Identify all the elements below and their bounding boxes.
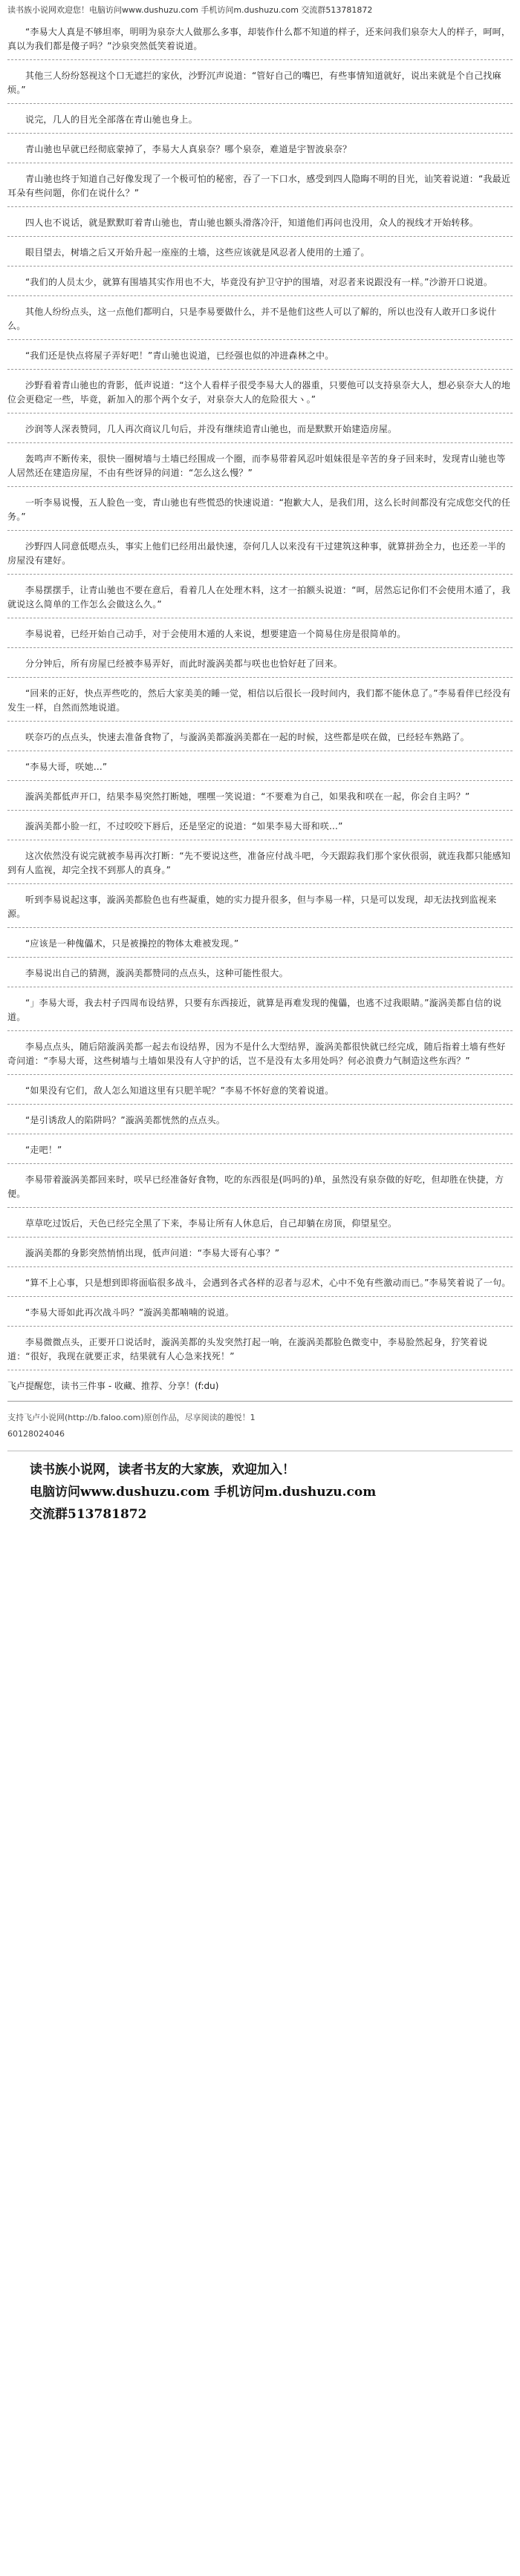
site-header: 读书族小说网欢迎您！电脑访问www.dushuzu.com 手机访问m.dushuzu.com 交流群513781872: [7, 5, 373, 15]
paragraph: 沙润等人深表赞同，几人再次商议几句后，并没有继续追青山驰也，而是默默开始建造房屋。: [25, 424, 397, 434]
paragraph: 李易带着漩涡美都回来时，咲早已经准备好食物，吃的东西很是(吗吗的)单，虽然没有泉奈做的好吃，但却胜在快捷，方便。: [7, 1174, 504, 1199]
paragraph: 其他人纷纷点头，这一点他们都明白，只是李易要做什么，并不是他们这些人可以了解的，所以也没有人敢开口多说什么。: [7, 307, 497, 331]
paragraph-block: [7, 104, 513, 134]
paragraph: 沙野四人同意低嗯点头，事实上他们已经用出最快速，奈何几人以来没有干过建筑这种事，就算拼劲全力，也还差一半的房屋没有建好。: [7, 541, 506, 566]
paragraph: “算不上心事，只是想到即将面临很多战斗，会遇到各式各样的忍者与忍术，心中不免有些激动而已。”李易笑着说了一句。: [25, 1278, 511, 1288]
paragraph-block: [7, 1105, 513, 1134]
paragraph: “」李易大哥，我去村子四周布设结界，只要有东西接近，就算是再难发现的傀儡，也逃不过我眼睛。”漩涡美都自信的说道。: [7, 998, 502, 1022]
footer-welcome: 读书族小说网，读者书友的大家族，欢迎加入！: [30, 1462, 295, 1477]
paragraph-block: [7, 134, 513, 163]
document-id: 60128024046: [7, 1429, 65, 1439]
footer-urls: 电脑访问www.dushuzu.com 手机访问m.dushuzu.com: [30, 1485, 377, 1500]
paragraph: 听到李易说起这事，漩涡美都脸色也有些凝重，她的实力提升很多，但与李易一样，只是可以发现，却无法找到监视来源。: [7, 895, 497, 919]
paragraph: 四人也不说话，就是默默盯着青山驰也，青山驰也额头滑落冷汗，知道他们再问也没用，众人的视线才开始转移。: [25, 218, 479, 228]
paragraph: 其他三人纷纷怒视这个口无遮拦的家伙，沙野沉声说道：“管好自己的嘴巴，有些事情知道就好，说出来就是个自己找麻烦。”: [7, 71, 501, 95]
paragraph-block: [7, 16, 513, 60]
paragraph-block: [7, 884, 513, 928]
paragraph: 轰鸣声不断传来，很快一圈树墙与土墙已经围成一个圈，而李易带着风忍叶姐妹很是辛苦的身子回来时，发现青山驰也等人居然还在建造房屋，不由有些讶异的问道：“怎么这么慢？”: [7, 454, 506, 478]
paragraph-block: [7, 340, 513, 370]
paragraph-block: [7, 618, 513, 648]
paragraph-block: [7, 811, 513, 840]
paragraph-block: [7, 958, 513, 987]
paragraph: 漩涡美都小脸一红，不过咬咬下唇后，还是坚定的说道：“如果李易大哥和咲...”: [25, 821, 343, 831]
paragraph-block: [7, 987, 513, 1031]
paragraph-block: [7, 163, 513, 207]
source-note: 支持飞卢小说网(http://b.faloo.com)原创作品，尽享阅读的趣悦！1: [7, 1413, 256, 1422]
paragraph: 漩涡美都的身影突然悄悄出现，低声问道：“李易大哥有心事？”: [25, 1248, 280, 1258]
paragraph: “我们的人员太少，就算有围墙其实作用也不大，毕竟没有护卫守护的围墙，对忍者来说跟没有一样。”沙游开口说道。: [25, 277, 493, 287]
paragraph: 李易摆摆手，让青山驰也不要在意后，看着几人在处理木料，这才一拍额头说道：“呵，居然忘记你们不会使用木遁了，我就说这么简单的工作怎么会做这么久。”: [7, 585, 511, 609]
closing-note: 飞卢提醒您，读书三件事 - 收藏、推荐、分享！(f:du): [7, 1370, 513, 1402]
paragraph: “我们还是快点将屋子弄好吧！”青山驰也说道，已经强也似的冲进森林之中。: [25, 350, 334, 361]
paragraph-block: [7, 1327, 513, 1370]
paragraph-block: [7, 928, 513, 958]
paragraph: “如果没有它们，敌人怎么知道这里有只肥羊呢？”李易不怀好意的笑着说道。: [25, 1085, 334, 1096]
paragraph: “回来的正好，快点弄些吃的，然后大家美美的睡一觉，相信以后很长一段时间内，我们都不能休息了。”李易看伴已经没有发生一样，自然而然地说道。: [7, 688, 511, 713]
paragraph-block: [7, 413, 513, 443]
paragraph: 青山驰也终于知道自己好像发现了一个极可怕的秘密，吞了一下口水，感受到四人隐晦不明的目光，讪笑着说道：“我最近耳朵有些问题，你们在说什么？”: [7, 174, 511, 198]
chapter-body: [7, 16, 513, 1370]
paragraph-block: [7, 443, 513, 487]
paragraph-block: [7, 60, 513, 104]
paragraph-block: [7, 531, 513, 575]
paragraph-block: [7, 267, 513, 296]
paragraph: “李易大哥，咲她...”: [25, 762, 108, 772]
paragraph: 眼目望去，树墙之后又开始升起一座座的土墙，这些应该就是风忍者人使用的土遁了。: [25, 247, 370, 258]
paragraph: 漩涡美都低声开口，结果李易突然打断她，嘿嘿一笑说道：“不要难为自己，如果我和咲在一起，你会自主吗？”: [25, 791, 470, 802]
site-footer: [7, 1451, 513, 1536]
paragraph-block: [7, 1134, 513, 1164]
paragraph: 李易说着，已经开始自己动手，对于会使用木遁的人来说，想要建造一个简易住房是很简单的。: [25, 629, 406, 639]
paragraph-block: [7, 678, 513, 722]
paragraph-block: [7, 751, 513, 781]
paragraph: 李易说出自己的猜测，漩涡美都赞同的点点头，这种可能性很大。: [25, 968, 288, 978]
paragraph: 李易微微点头，正要开口说话时，漩涡美都的头发突然打起一响，在漩涡美都脸色微变中，李易脸然起身，狞笑着说道：“很好，我现在就要正求，结果就有人心急来找死！”: [7, 1337, 488, 1361]
paragraph: 咲奈巧的点点头，快速去准备食物了，与漩涡美都漩涡美都在一起的时候，这些都是咲在做，已经轻车熟路了。: [25, 732, 469, 742]
paragraph-block: [7, 648, 513, 678]
paragraph-block: [7, 370, 513, 413]
paragraph-block: [7, 1164, 513, 1208]
paragraph: 一听李易说慢，五人脸色一变，青山驰也有些慌恐的快速说道：“抱歉大人，是我们用，这么长时间都没有完成您交代的任务。”: [7, 497, 511, 522]
paragraph-block: [7, 237, 513, 267]
paragraph: “是引诱敌人的陷阱吗？”漩涡美都恍然的点点头。: [25, 1115, 226, 1125]
paragraph: 李易点点头，随后陪漩涡美都一起去布设结界，因为不是什么大型结界，漩涡美都很快就已经完成，随后指着土墙有些好奇问道：“李易大哥，这些树墙与土墙如果没有人守护的话，岂不是没有太多用处吗？何必浪费力气制造这些东西？”: [7, 1042, 506, 1066]
paragraph: “李易大哥如此再次战斗吗？”漩涡美都喃喃的说道。: [25, 1307, 235, 1318]
paragraph: 沙野看着青山驰也的背影，低声说道：“这个人看样子很受李易大人的器重，只要他可以支持泉奈大人，想必泉奈大人的地位会更稳定一些，毕竟，新加入的那个两个女子，对泉奈大人的危险很大ヽ。”: [7, 380, 511, 405]
paragraph-block: [7, 1297, 513, 1327]
paragraph: 说完，几人的目光全部落在青山驰也身上。: [25, 114, 198, 125]
paragraph-block: [7, 722, 513, 751]
paragraph: 分分钟后，所有房屋已经被李易弄好，而此时漩涡美都与咲也也恰好赶了回来。: [25, 658, 343, 669]
paragraph: “走吧！”: [25, 1145, 62, 1155]
paragraph-block: [7, 296, 513, 340]
paragraph: 青山驰也早就已经彻底蒙掉了，李易大人真泉奈？哪个泉奈，难道是宇智波泉奈？: [25, 144, 352, 154]
paragraph-block: [7, 487, 513, 531]
paragraph: “李易大人真是不够坦率，明明为泉奈大人做那么多事，却装作什么都不知道的样子，还来问我们泉奈大人的样子，呵呵，真以为我们都是傻子吗？”沙泉突然低笑着说道。: [7, 27, 511, 51]
paragraph: 这次依然没有说完就被李易再次打断：“先不要说这些，准备应付战斗吧，今天跟踪我们那个家伙很弱，就连我都只能感知到有人监视，却完全找不到那人的真身。”: [7, 851, 511, 875]
paragraph: “应该是一种傀儡术，只是被操控的物体太难被发现。”: [25, 938, 239, 949]
paragraph-block: [7, 1238, 513, 1267]
paragraph-block: [7, 1267, 513, 1297]
paragraph-block: [7, 1208, 513, 1238]
footer-group: 交流群513781872: [30, 1507, 147, 1522]
paragraph: 草草吃过饭后，天色已经完全黑了下来，李易让所有人休息后，自己却躺在房顶，仰望星空。: [25, 1218, 397, 1229]
paragraph-block: [7, 1031, 513, 1075]
paragraph-block: [7, 575, 513, 618]
paragraph-block: [7, 781, 513, 811]
paragraph-block: [7, 207, 513, 237]
paragraph-block: [7, 840, 513, 884]
paragraph-block: [7, 1075, 513, 1105]
